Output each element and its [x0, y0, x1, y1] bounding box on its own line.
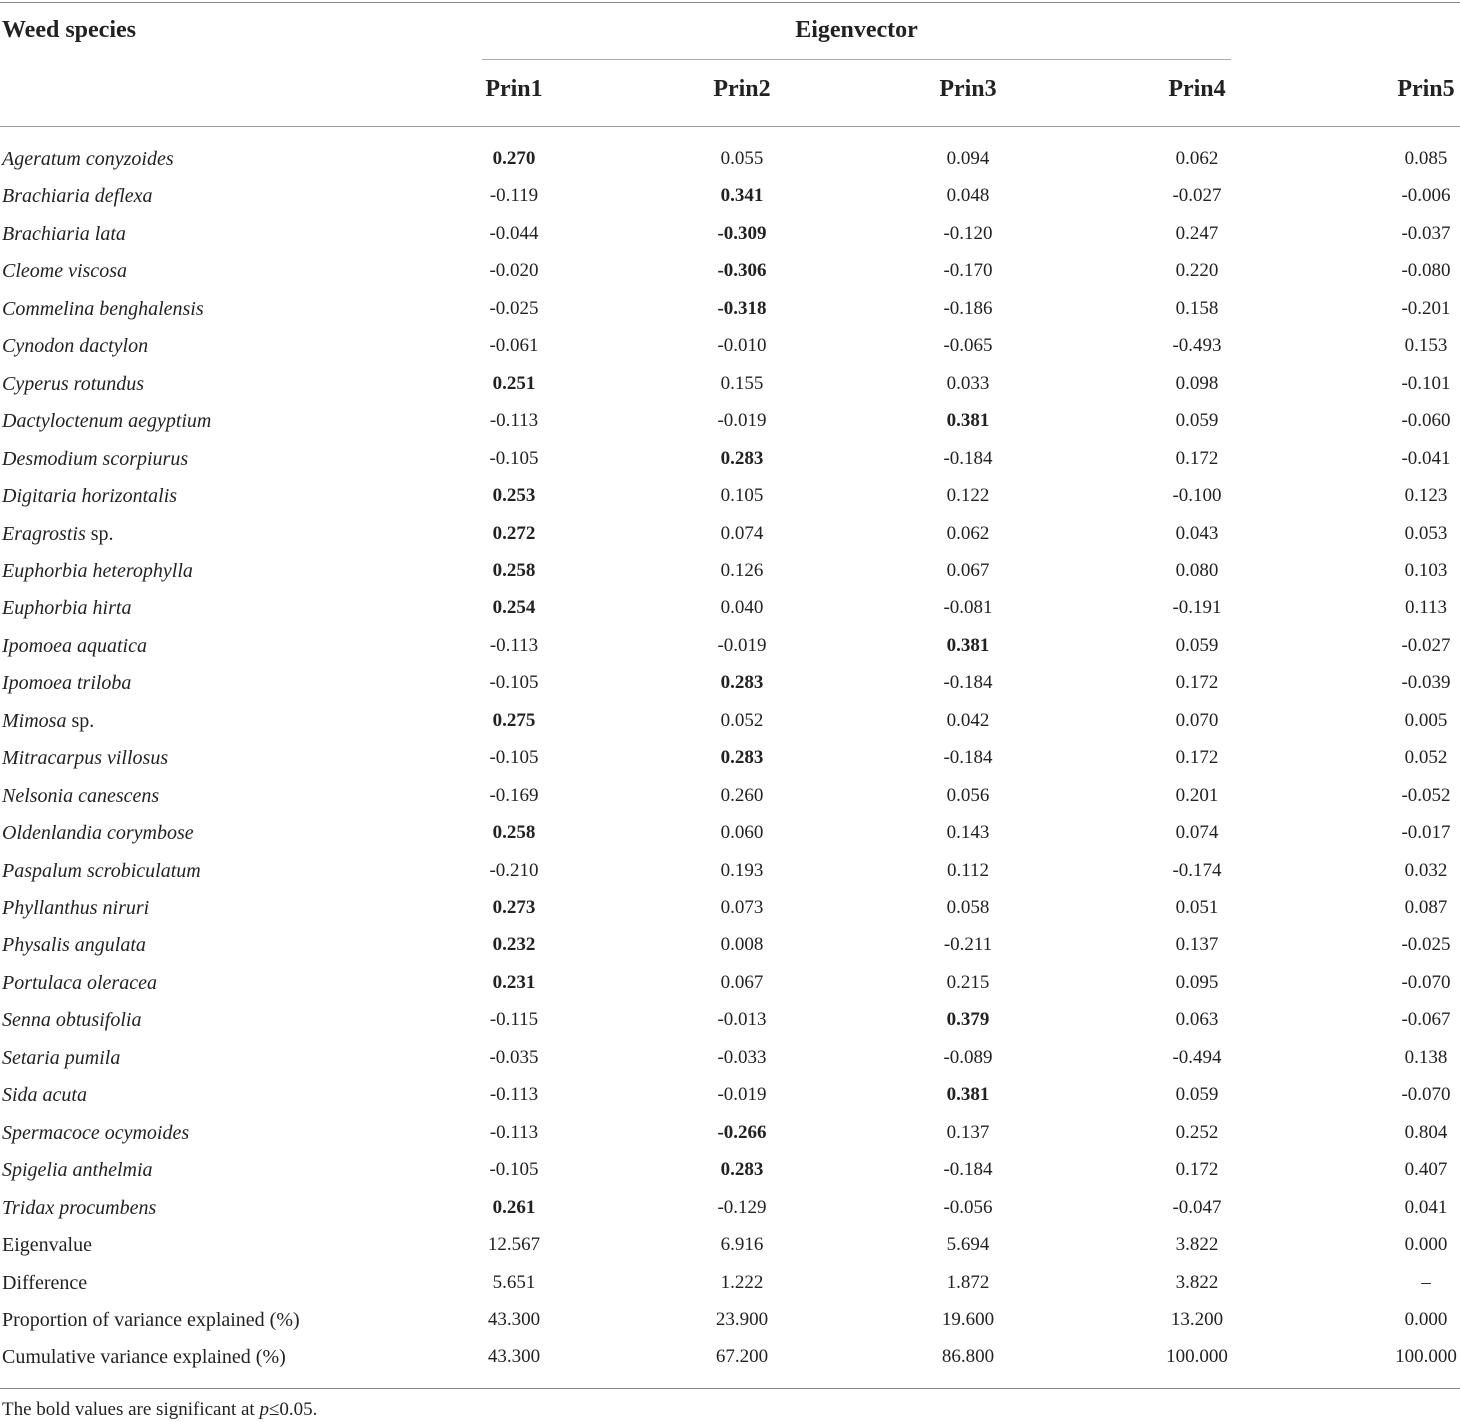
value-cell-prin1: 0.270 [492, 148, 536, 169]
species-name [2, 1046, 120, 1070]
species-name-text: Cyperus rotundus [2, 372, 145, 395]
value-cell-prin5: -0.006 [1401, 185, 1451, 207]
value-cell-prin1: -0.115 [489, 1009, 539, 1031]
value-cell-prin2: -0.010 [717, 335, 767, 357]
value-cell-prin3: -0.170 [943, 260, 993, 282]
value-cell-prin2: 0.193 [720, 859, 764, 881]
table-row [0, 1196, 1460, 1233]
species-name-text: Mimosa [2, 709, 67, 732]
value-cell-prin3: 0.381 [946, 1084, 990, 1106]
value-cell-prin5: -0.060 [1401, 410, 1451, 432]
value-cell-prin4: 0.172 [1175, 672, 1219, 694]
value-cell-prin4: 0.059 [1175, 1084, 1219, 1106]
value-cell-prin3: -0.186 [943, 297, 993, 319]
value-cell-prin3: -0.184 [943, 1159, 993, 1181]
value-cell-prin1: -0.113 [489, 1121, 539, 1143]
species-name-text: Setaria pumila [2, 1046, 121, 1069]
value-cell-prin1: -0.105 [489, 672, 539, 694]
summary-cell-prin4: 13.200 [1170, 1308, 1224, 1330]
table-row [0, 596, 1460, 633]
value-cell-prin1: -0.210 [489, 859, 539, 881]
species-name [2, 1158, 153, 1182]
species-name [2, 671, 131, 695]
species-name-text: Phyllanthus niruri [2, 897, 150, 919]
table-row [0, 746, 1460, 783]
footnote-prefix: The bold values are significant at [2, 1399, 260, 1420]
species-name-text: Physalis angulata [2, 934, 146, 957]
value-cell-prin4: 0.220 [1175, 260, 1219, 282]
summary-row [0, 1233, 1460, 1270]
table-row [0, 1008, 1460, 1045]
summary-row [0, 1308, 1460, 1345]
value-cell-prin5: -0.070 [1401, 1084, 1451, 1106]
summary-cell-prin5: 100.000 [1395, 1346, 1457, 1368]
species-name-text: Ipomoea triloba [2, 672, 132, 695]
table-row [0, 147, 1460, 184]
summary-row [0, 1271, 1460, 1308]
species-name-suffix: sp. [85, 522, 114, 545]
value-cell-prin2: 0.052 [720, 709, 764, 731]
species-column-header: Weed species [2, 17, 136, 43]
value-cell-prin2: 0.040 [720, 597, 764, 619]
table-bottom-rule [0, 1388, 1460, 1389]
value-cell-prin4: 0.158 [1175, 297, 1219, 319]
species-name [2, 1008, 141, 1032]
table-row [0, 409, 1460, 446]
value-cell-prin4: 0.063 [1175, 1009, 1219, 1031]
value-cell-prin4: 0.074 [1175, 822, 1219, 844]
species-name [2, 1083, 87, 1107]
species-name-text: Paspalum scrobiculatum [2, 859, 201, 882]
table-row [0, 1083, 1460, 1120]
species-name [2, 372, 144, 396]
species-name-text: Ageratum conyzoides [2, 148, 174, 170]
summary-label: Cumulative variance explained (%) [2, 1346, 286, 1369]
value-cell-prin5: -0.067 [1401, 1009, 1451, 1031]
value-cell-prin3: -0.056 [943, 1196, 993, 1218]
summary-cell-prin1: 43.300 [487, 1346, 541, 1368]
species-name [2, 259, 127, 283]
value-cell-prin1: -0.105 [489, 1159, 539, 1181]
table-row [0, 447, 1460, 484]
value-cell-prin5: 0.153 [1404, 335, 1448, 357]
value-cell-prin1: 0.251 [492, 372, 536, 394]
value-cell-prin5: -0.025 [1401, 934, 1451, 956]
value-cell-prin3: 0.122 [946, 485, 990, 507]
footnote-variable: p [259, 1399, 269, 1420]
table-row [0, 671, 1460, 708]
species-name-text: Dactyloctenum aegyptium [2, 410, 212, 433]
value-cell-prin3: 0.137 [946, 1121, 990, 1143]
value-cell-prin3: 0.033 [946, 372, 990, 394]
value-cell-prin2: 0.055 [720, 148, 764, 169]
value-cell-prin3: -0.081 [943, 597, 993, 619]
summary-cell-prin1: 43.300 [487, 1308, 541, 1330]
table-row [0, 821, 1460, 858]
table-row [0, 1046, 1460, 1083]
value-cell-prin3: -0.211 [943, 934, 993, 956]
table-row [0, 634, 1460, 671]
value-cell-prin1: 0.261 [492, 1196, 536, 1218]
value-cell-prin2: 0.283 [720, 747, 764, 769]
species-name-text: Cleome viscosa [2, 260, 127, 283]
value-cell-prin3: 0.062 [946, 522, 990, 544]
value-cell-prin2: 0.283 [720, 672, 764, 694]
group-header-rule [482, 59, 1231, 60]
species-name [2, 859, 201, 883]
value-cell-prin2: -0.306 [717, 260, 767, 282]
species-name-text: Spermacoce ocymoides [2, 1121, 190, 1144]
value-cell-prin5: 0.103 [1404, 559, 1448, 581]
summary-cell-prin2: 23.900 [715, 1308, 769, 1330]
summary-cell-prin2: 6.916 [720, 1234, 764, 1256]
summary-cell-prin2: 1.222 [720, 1271, 764, 1293]
value-cell-prin1: 0.254 [492, 597, 536, 619]
value-cell-prin5: -0.052 [1401, 784, 1451, 806]
value-cell-prin1: 0.232 [492, 934, 536, 956]
species-name [2, 634, 147, 658]
value-cell-prin5: 0.087 [1404, 897, 1448, 918]
value-cell-prin4: -0.493 [1172, 335, 1222, 357]
value-cell-prin1: 0.273 [492, 897, 536, 918]
footnote-suffix: ≤0.05. [268, 1399, 318, 1420]
value-cell-prin2: -0.129 [717, 1196, 767, 1218]
value-cell-prin2: -0.019 [717, 410, 767, 432]
value-cell-prin3: 0.379 [946, 1009, 990, 1031]
value-cell-prin3: 0.381 [946, 410, 990, 432]
species-name [2, 933, 146, 957]
summary-cell-prin3: 19.600 [941, 1308, 995, 1330]
value-cell-prin2: 0.283 [720, 447, 764, 469]
value-cell-prin3: -0.065 [943, 335, 993, 357]
species-name [2, 222, 126, 246]
summary-cell-prin5: 0.000 [1404, 1308, 1448, 1330]
value-cell-prin2: -0.318 [717, 297, 767, 319]
value-cell-prin1: -0.113 [489, 410, 539, 432]
value-cell-prin3: -0.184 [943, 672, 993, 694]
value-cell-prin4: 0.059 [1175, 634, 1219, 656]
summary-label: Eigenvalue [2, 1234, 92, 1257]
summary-cell-prin4: 3.822 [1175, 1234, 1219, 1256]
value-cell-prin3: -0.120 [943, 222, 993, 244]
value-cell-prin1: -0.044 [489, 222, 539, 244]
summary-cell-prin1: 12.567 [487, 1234, 541, 1256]
value-cell-prin2: 0.260 [720, 784, 764, 806]
table-row [0, 222, 1460, 259]
value-cell-prin4: 0.080 [1175, 559, 1219, 581]
table-row [0, 259, 1460, 296]
summary-cell-prin5: – [1421, 1271, 1431, 1293]
summary-cell-prin4: 100.000 [1166, 1346, 1228, 1368]
species-name [2, 709, 94, 733]
value-cell-prin3: 0.143 [946, 822, 990, 844]
value-cell-prin1: -0.025 [489, 297, 539, 319]
value-cell-prin2: -0.266 [717, 1121, 767, 1143]
summary-label: Difference [2, 1271, 88, 1294]
table-row [0, 484, 1460, 521]
column-header-prin3: Prin3 [939, 76, 997, 102]
value-cell-prin2: -0.019 [717, 1084, 767, 1106]
value-cell-prin1: 0.258 [492, 559, 536, 581]
value-cell-prin2: 0.073 [720, 897, 764, 918]
value-cell-prin3: 0.094 [946, 148, 990, 169]
value-cell-prin2: 0.105 [720, 485, 764, 507]
value-cell-prin5: 0.113 [1404, 597, 1448, 619]
value-cell-prin4: 0.137 [1175, 934, 1219, 956]
value-cell-prin4: -0.494 [1172, 1046, 1222, 1068]
table-row [0, 859, 1460, 896]
value-cell-prin2: 0.074 [720, 522, 764, 544]
table-row [0, 184, 1460, 221]
species-name [2, 147, 174, 171]
species-name [2, 184, 153, 208]
value-cell-prin1: -0.105 [489, 747, 539, 769]
species-name [2, 784, 159, 808]
species-name-text: Tridax procumbens [2, 1196, 157, 1219]
header-bottom-rule [0, 126, 1460, 127]
value-cell-prin1: -0.113 [489, 1084, 539, 1106]
table-row [0, 784, 1460, 821]
value-cell-prin3: 0.381 [946, 634, 990, 656]
species-name [2, 596, 131, 620]
table-top-rule [0, 2, 1460, 3]
species-name-text: Commelina benghalensis [2, 297, 204, 320]
species-name [2, 896, 149, 920]
species-name-text: Ipomoea aquatica [2, 634, 147, 657]
species-name [2, 484, 177, 508]
species-name-text: Mitracarpus villosus [2, 747, 169, 770]
value-cell-prin5: -0.070 [1401, 971, 1451, 993]
value-cell-prin2: 0.008 [720, 934, 764, 956]
species-name-text: Portulaca oleracea [2, 971, 157, 994]
value-cell-prin3: 0.112 [946, 859, 990, 881]
species-name [2, 559, 193, 583]
species-name [2, 447, 188, 471]
species-name-text: Sida acuta [2, 1084, 87, 1107]
value-cell-prin4: 0.051 [1175, 897, 1219, 918]
value-cell-prin4: -0.027 [1172, 185, 1222, 207]
table-row [0, 522, 1460, 559]
value-cell-prin3: 0.056 [946, 784, 990, 806]
species-name [2, 522, 114, 546]
summary-cell-prin2: 67.200 [715, 1346, 769, 1368]
value-cell-prin3: 0.042 [946, 709, 990, 731]
summary-cell-prin3: 86.800 [941, 1346, 995, 1368]
column-header-prin5: Prin5 [1397, 76, 1455, 102]
table-row [0, 297, 1460, 334]
value-cell-prin5: -0.017 [1401, 822, 1451, 844]
value-cell-prin5: -0.037 [1401, 222, 1451, 244]
species-name [2, 409, 211, 433]
value-cell-prin1: 0.258 [492, 822, 536, 844]
value-cell-prin5: 0.005 [1404, 709, 1448, 731]
value-cell-prin4: 0.247 [1175, 222, 1219, 244]
value-cell-prin3: 0.058 [946, 897, 990, 918]
summary-cell-prin5: 0.000 [1404, 1234, 1448, 1256]
species-name [2, 297, 204, 321]
value-cell-prin5: 0.804 [1404, 1121, 1448, 1143]
value-cell-prin3: 0.067 [946, 559, 990, 581]
value-cell-prin1: -0.061 [489, 335, 539, 357]
value-cell-prin3: -0.184 [943, 447, 993, 469]
value-cell-prin5: -0.201 [1401, 297, 1451, 319]
value-cell-prin5: 0.052 [1404, 747, 1448, 769]
value-cell-prin4: -0.191 [1172, 597, 1222, 619]
table-row [0, 1158, 1460, 1195]
value-cell-prin5: 0.138 [1404, 1046, 1448, 1068]
value-cell-prin4: 0.172 [1175, 1159, 1219, 1181]
species-name [2, 746, 168, 770]
value-cell-prin1: 0.272 [492, 522, 536, 544]
value-cell-prin3: 0.215 [946, 971, 990, 993]
value-cell-prin4: -0.100 [1172, 485, 1222, 507]
value-cell-prin1: -0.105 [489, 447, 539, 469]
table-row [0, 372, 1460, 409]
table-row [0, 559, 1460, 596]
table-row [0, 971, 1460, 1008]
value-cell-prin2: -0.309 [717, 222, 767, 244]
species-name-text: Spigelia anthelmia [2, 1159, 153, 1182]
value-cell-prin5: 0.053 [1404, 522, 1448, 544]
value-cell-prin1: 0.275 [492, 709, 536, 731]
value-cell-prin4: 0.059 [1175, 410, 1219, 432]
value-cell-prin2: -0.019 [717, 634, 767, 656]
species-name [2, 971, 157, 995]
value-cell-prin3: -0.184 [943, 747, 993, 769]
value-cell-prin4: 0.070 [1175, 709, 1219, 731]
value-cell-prin4: 0.172 [1175, 447, 1219, 469]
value-cell-prin1: -0.020 [489, 260, 539, 282]
value-cell-prin5: 0.123 [1404, 485, 1448, 507]
species-name-text: Desmodium scorpiurus [2, 447, 189, 470]
value-cell-prin5: 0.041 [1404, 1196, 1448, 1218]
table-row [0, 334, 1460, 371]
value-cell-prin4: 0.043 [1175, 522, 1219, 544]
table-row [0, 896, 1460, 933]
summary-cell-prin4: 3.822 [1175, 1271, 1219, 1293]
value-cell-prin2: 0.155 [720, 372, 764, 394]
eigenvector-group-header: Eigenvector [795, 17, 918, 43]
value-cell-prin4: 0.201 [1175, 784, 1219, 806]
value-cell-prin5: -0.080 [1401, 260, 1451, 282]
summary-row [0, 1345, 1460, 1382]
value-cell-prin1: -0.113 [489, 634, 539, 656]
species-name-text: Euphorbia heterophylla [2, 559, 193, 582]
value-cell-prin3: -0.089 [943, 1046, 993, 1068]
species-name-text: Senna obtusifolia [2, 1009, 142, 1032]
species-name [2, 1121, 189, 1145]
value-cell-prin5: 0.085 [1404, 148, 1448, 169]
value-cell-prin4: 0.098 [1175, 372, 1219, 394]
species-name-text: Digitaria horizontalis [2, 485, 178, 508]
species-name-suffix: sp. [66, 709, 95, 732]
value-cell-prin5: -0.101 [1401, 372, 1451, 394]
table-footnote [2, 1399, 317, 1421]
value-cell-prin2: 0.341 [720, 185, 764, 207]
table-row [0, 709, 1460, 746]
value-cell-prin1: -0.035 [489, 1046, 539, 1068]
summary-cell-prin1: 5.651 [492, 1271, 536, 1293]
value-cell-prin2: -0.033 [717, 1046, 767, 1068]
species-name [2, 1196, 156, 1220]
species-name-text: Nelsonia canescens [2, 784, 160, 807]
value-cell-prin1: -0.119 [489, 185, 539, 207]
value-cell-prin4: 0.095 [1175, 971, 1219, 993]
value-cell-prin4: 0.252 [1175, 1121, 1219, 1143]
value-cell-prin5: 0.032 [1404, 859, 1448, 881]
value-cell-prin5: -0.027 [1401, 634, 1451, 656]
column-header-prin2: Prin2 [713, 76, 771, 102]
value-cell-prin5: 0.407 [1404, 1159, 1448, 1181]
value-cell-prin1: 0.231 [492, 971, 536, 993]
summary-cell-prin3: 5.694 [946, 1234, 990, 1256]
species-name [2, 334, 148, 358]
value-cell-prin1: 0.253 [492, 485, 536, 507]
species-name-text: Brachiaria lata [2, 222, 126, 245]
value-cell-prin4: 0.172 [1175, 747, 1219, 769]
table-row [0, 933, 1460, 970]
value-cell-prin2: 0.283 [720, 1159, 764, 1181]
value-cell-prin5: -0.041 [1401, 447, 1451, 469]
species-name-text: Cynodon dactylon [2, 335, 149, 358]
column-header-prin1: Prin1 [485, 76, 543, 102]
value-cell-prin2: 0.060 [720, 822, 764, 844]
column-header-prin4: Prin4 [1168, 76, 1226, 102]
value-cell-prin4: 0.062 [1175, 148, 1219, 169]
value-cell-prin4: -0.047 [1172, 1196, 1222, 1218]
species-name-text: Euphorbia hirta [2, 597, 132, 620]
value-cell-prin4: -0.174 [1172, 859, 1222, 881]
value-cell-prin1: -0.169 [489, 784, 539, 806]
species-name-text: Oldenlandia corymbose [2, 822, 194, 845]
summary-label: Proportion of variance explained (%) [2, 1308, 300, 1331]
value-cell-prin2: 0.067 [720, 971, 764, 993]
summary-cell-prin3: 1.872 [946, 1271, 990, 1293]
value-cell-prin3: 0.048 [946, 185, 990, 207]
value-cell-prin2: -0.013 [717, 1009, 767, 1031]
species-name-text: Brachiaria deflexa [2, 185, 153, 208]
value-cell-prin5: -0.039 [1401, 672, 1451, 694]
species-name-text: Eragrostis [2, 522, 86, 545]
species-name [2, 821, 194, 845]
value-cell-prin2: 0.126 [720, 559, 764, 581]
table-row [0, 1121, 1460, 1158]
